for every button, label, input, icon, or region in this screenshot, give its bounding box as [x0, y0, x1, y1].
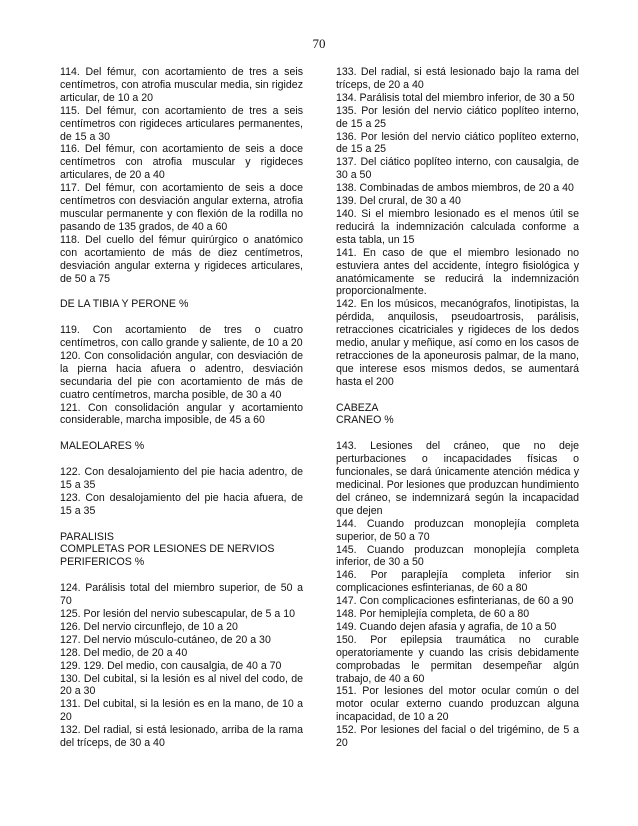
- table-entry: 135. Por lesión del nervio ciático poplíteo interno, de 15 a 25: [336, 104, 579, 130]
- section-heading: CABEZA: [336, 401, 379, 414]
- table-entry: 133. Del radial, si está lesionado bajo la rama del tríceps, de 20 a 40: [336, 66, 579, 91]
- table-entry: 136. Por lesión del nervio ciático poplíteo externo, de 15 a 25: [336, 130, 579, 156]
- table-entry: 121. Con consolidación angular y acortamiento considerable, marcha imposible, de 45 a 60: [60, 401, 303, 427]
- table-entry: 147. Con complicaciones esfinterianas, de 60 a 90: [336, 595, 574, 608]
- table-entry: 138. Combinadas de ambos miembros, de 20 a 40: [336, 182, 574, 195]
- right-column: [336, 66, 579, 750]
- table-entry: 140. Si el miembro lesionado es el menos útil se reducirá la indemnización calculada conforme a esta tabla, un 15: [336, 207, 579, 246]
- table-entry: 142. En los músicos, mecanógrafos, linotipistas, la pérdida, anquilosis, pseudoartrosis, parálisis, retracciones cicatriciales y rigideces de los dedos medio, anular y meñique, así como en los casos de retracciones de la aponeurosis palmar, de la mano, que interese esos mismos dedos, se aumentará hasta el 200: [336, 298, 579, 388]
- table-entry: 120. Con consolidación angular, con desviación de la pierna hacia afuera o adentro, desviación secundaria del pie con acortamiento de más de cuatro centímetros, marcha posible, de 30 a 40: [60, 349, 303, 401]
- table-entry: 131. Del cubital, si la lesión es en la mano, de 10 a 20: [60, 698, 303, 724]
- table-entry: 150. Por epilepsia traumática no curable operatoriamente y cuando las crisis debidamente comprobadas le permitan desempeñar algún trabajo, de 40 a 60: [336, 633, 579, 685]
- paragraph-gap: [60, 453, 303, 466]
- paragraph-gap: [336, 389, 579, 402]
- table-entry: 145. Cuando produzcan monoplejía completa inferior, de 30 a 50: [336, 543, 579, 569]
- paragraph-gap: [60, 518, 303, 531]
- table-entry: 119. Con acortamiento de tres o cuatro centímetros, con callo grande y saliente, de 10 a 20: [60, 324, 303, 349]
- table-entry: 116. Del fémur, con acortamiento de seis a doce centímetros con atrofia muscular y rigideces articulares, de 20 a 40: [60, 143, 303, 182]
- paragraph-gap: [60, 311, 303, 324]
- left-column: [60, 66, 303, 750]
- table-entry: 124. Parálisis total del miembro superior, de 50 a 70: [60, 582, 303, 608]
- table-entry: 114. Del fémur, con acortamiento de tres a seis centímetros, con atrofia muscular media, sin rigidez articular, de 10 a 20: [60, 66, 303, 104]
- table-entry: 130. Del cubital, si la lesión es al nivel del codo, de 20 a 30: [60, 672, 303, 698]
- section-heading: DE LA TIBIA Y PERONE %: [60, 298, 189, 311]
- table-entry: 128. Del medio, de 20 a 40: [60, 646, 188, 659]
- section-heading: CRANEO %: [336, 414, 394, 427]
- table-entry: 148. Por hemiplejía completa, de 60 a 80: [336, 608, 530, 621]
- table-entry: 122. Con desalojamiento del pie hacia adentro, de 15 a 35: [60, 466, 303, 491]
- table-entry: 123. Con desalojamiento del pie hacia afuera, de 15 a 35: [60, 491, 303, 517]
- table-entry: 117. Del fémur, con acortamiento de seis a doce centímetros con desviación angular externa, atrofia muscular permanente y con flexión de la rodilla no pasando de 135 grados, de 40 a 60: [60, 182, 303, 233]
- section-heading: MALEOLARES %: [60, 440, 145, 453]
- page-number: 70: [312, 36, 326, 51]
- table-entry: 139. Del crural, de 30 a 40: [336, 195, 461, 208]
- table-entry: 129. 129. Del medio, con causalgia, de 40 a 70: [60, 659, 282, 672]
- table-entry: 149. Cuando dejen afasia y agrafia, de 10 a 50: [336, 620, 557, 633]
- table-entry: 152. Por lesiones del facial o del trigémino, de 5 a 20: [336, 724, 579, 750]
- table-entry: 151. Por lesiones del motor ocular común o del motor ocular externo cuando produzcan alguna incapacidad, de 10 a 20: [336, 685, 579, 724]
- paragraph-gap: [60, 427, 303, 440]
- table-entry: 132. Del radial, si está lesionado, arriba de la rama del tríceps, de 30 a 40: [60, 724, 303, 750]
- table-entry: 146. Por paraplejía completa inferior sin complicaciones esfinterianas, de 60 a 80: [336, 569, 579, 595]
- table-entry: 125. Por lesión del nervio subescapular, de 5 a 10: [60, 607, 295, 620]
- table-entry: 134. Parálisis total del miembro inferior, de 30 a 50: [336, 91, 575, 104]
- table-entry: 144. Cuando produzcan monoplejía completa superior, de 50 a 70: [336, 517, 579, 543]
- paragraph-gap: [336, 427, 579, 440]
- section-heading: COMPLETAS POR LESIONES DE NERVIOS PERIFERICOS %: [60, 543, 275, 569]
- table-entry: 141. En caso de que el miembro lesionado no estuviera antes del accidente, íntegro fisiológica y anatómicamente se reducirá la indemnización proporcionalmente.: [336, 246, 579, 298]
- table-entry: 118. Del cuello del fémur quirúrgico o anatómico con acortamiento de más de diez centímetros, desviación angular externa y rigideces articulares, de 50 a 75: [60, 233, 303, 285]
- table-entry: 126. Del nervio circunflejo, de 10 a 20: [60, 620, 238, 633]
- table-entry: 137. Del ciático poplíteo interno, con causalgia, de 30 a 50: [336, 156, 579, 182]
- table-entry: 143. Lesiones del cráneo, que no deje perturbaciones o incapacidades físicas o funcionales, se dará únicamente atención médica y medicinal. Por lesiones que produzcan hundimiento del cráneo, se indemnizará según la incapacidad que dejen: [336, 440, 579, 517]
- section-heading: PARALISIS: [60, 530, 114, 543]
- table-entry: 127. Del nervio músculo-cutáneo, de 20 a 30: [60, 633, 271, 646]
- table-entry: 115. Del fémur, con acortamiento de tres a seis centímetros con rigideces articulares permanentes, de 15 a 30: [60, 104, 303, 143]
- paragraph-gap: [60, 569, 303, 582]
- paragraph-gap: [60, 285, 303, 298]
